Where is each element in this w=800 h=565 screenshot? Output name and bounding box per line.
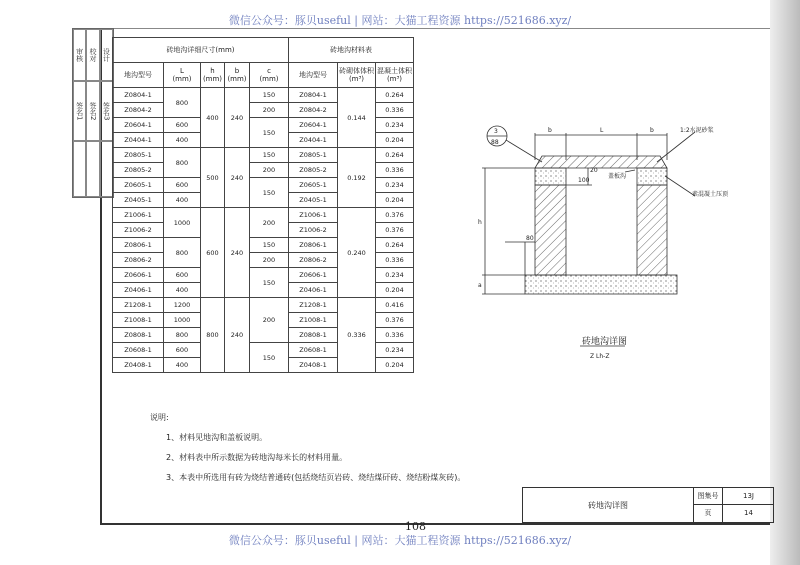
cell-brick: 0.192 <box>338 148 376 208</box>
dim-b-left: b <box>548 127 552 134</box>
cell-type: Z0805-1 <box>113 148 164 163</box>
col-c <box>250 63 289 88</box>
cell-concrete: 0.264 <box>376 238 414 253</box>
cell-c: 150 <box>250 343 289 373</box>
sig-role: 校对 <box>86 29 99 81</box>
cell-brick: 0.240 <box>338 208 376 298</box>
note-item: 2、材料表中所示数据为砖地沟每米长的材料用量。 <box>166 453 348 462</box>
page-number: 108 <box>405 520 426 533</box>
trench-section-drawing <box>420 120 740 380</box>
notes-heading: 说明: <box>150 413 169 422</box>
watermark-bottom: 微信公众号：豚贝useful | 网站：大猫工程资源 https://521686.xyz/ <box>228 534 572 547</box>
ref-top: 3 <box>494 128 498 135</box>
cell-type: Z0804-2 <box>113 103 164 118</box>
cell-L: 1200 <box>164 298 201 313</box>
col-type: 地沟型号 <box>113 63 164 88</box>
cell-type2: Z0605-1 <box>289 178 338 193</box>
cell-type2: Z0608-1 <box>289 343 338 358</box>
sig-name: 签名2 <box>86 81 99 141</box>
cell-type2: Z0406-1 <box>289 283 338 298</box>
col-b-label: b <box>234 67 240 75</box>
cell-type2: Z1006-1 <box>289 208 338 223</box>
cell-type: Z0408-1 <box>113 358 164 373</box>
dim-20: 20 <box>590 167 598 174</box>
cell-type: Z0405-1 <box>113 193 164 208</box>
col-brick: 砖砌体体积(m³) <box>338 63 376 88</box>
cell-type2: Z0604-1 <box>289 118 338 133</box>
cell-c: 200 <box>250 253 289 268</box>
cell-concrete: 0.376 <box>376 223 414 238</box>
sig-blank <box>73 141 86 197</box>
cell-type: Z1008-1 <box>113 313 164 328</box>
group-header-dimensions: 砖地沟详细尺寸(mm) <box>113 38 289 63</box>
sig-blank <box>100 141 113 197</box>
cell-concrete: 0.204 <box>376 133 414 148</box>
page-value: 14 <box>722 505 774 522</box>
cell-concrete: 0.336 <box>376 253 414 268</box>
cell-concrete: 0.204 <box>376 283 414 298</box>
cell-type: Z0806-2 <box>113 253 164 268</box>
ref-bottom: 88 <box>491 139 499 146</box>
page-edge-shadow <box>770 0 800 565</box>
cell-type: Z1208-1 <box>113 298 164 313</box>
cell-concrete: 0.234 <box>376 178 414 193</box>
cell-c: 200 <box>250 298 289 343</box>
dim-a: a <box>478 282 482 289</box>
dim-80: 80 <box>526 235 534 242</box>
col-type2: 地沟型号 <box>289 63 338 88</box>
cell-concrete: 0.336 <box>376 163 414 178</box>
cell-type: Z1006-2 <box>113 223 164 238</box>
page-label: 页 <box>693 505 722 522</box>
cell-type2: Z0808-1 <box>289 328 338 343</box>
col-L <box>164 63 201 88</box>
table-row <box>113 208 414 223</box>
base-slab <box>525 275 677 294</box>
cell-b: 240 <box>225 88 250 148</box>
sig-role: 设计 <box>100 29 113 81</box>
cell-concrete: 0.336 <box>376 103 414 118</box>
cell-concrete: 0.234 <box>376 118 414 133</box>
cell-type2: Z0804-1 <box>289 88 338 103</box>
cell-type2: Z0806-2 <box>289 253 338 268</box>
cell-L: 600 <box>164 268 201 283</box>
right-wall <box>637 185 667 275</box>
cell-type: Z1006-1 <box>113 208 164 223</box>
cell-type: Z0605-1 <box>113 178 164 193</box>
label-cover: 盖板沟 <box>608 173 627 180</box>
sig-name: 签名3 <box>100 81 113 141</box>
cell-concrete: 0.234 <box>376 268 414 283</box>
label-mortar: 1:2水泥砂浆 <box>680 127 714 134</box>
col-h-label: h <box>210 67 215 75</box>
cell-type: Z0608-1 <box>113 343 164 358</box>
cell-type2: Z0806-1 <box>289 238 338 253</box>
cell-type2: Z0404-1 <box>289 133 338 148</box>
cell-type: Z0806-1 <box>113 238 164 253</box>
cell-L: 600 <box>164 343 201 358</box>
cell-h: 600 <box>201 208 225 298</box>
cell-type2: Z1008-1 <box>289 313 338 328</box>
cell-L: 800 <box>164 148 201 178</box>
cell-c: 150 <box>250 88 289 103</box>
dim-100: 100 <box>578 177 590 184</box>
cell-type2: Z0805-2 <box>289 163 338 178</box>
cell-L: 1000 <box>164 208 201 238</box>
cover-slab <box>535 156 667 168</box>
drawing-title: 砖地沟详图 <box>582 337 628 347</box>
cell-type2: Z0408-1 <box>289 358 338 373</box>
dim-h: h <box>478 219 482 226</box>
cell-type2: Z1006-2 <box>289 223 338 238</box>
cell-h: 400 <box>201 88 225 148</box>
sig-name: 签名1 <box>73 81 86 141</box>
table-row <box>113 298 414 313</box>
cell-brick: 0.336 <box>338 298 376 373</box>
note-item: 3、本表中所选用有砖为烧结普通砖(包括烧结页岩砖、烧结煤矸砖、烧结粉煤灰砖)。 <box>166 473 466 482</box>
cell-type2: Z1208-1 <box>289 298 338 313</box>
col-L-label: L <box>180 67 184 75</box>
cell-b: 240 <box>225 148 250 208</box>
cell-concrete: 0.416 <box>376 298 414 313</box>
col-b <box>225 63 250 88</box>
cell-b: 240 <box>225 208 250 298</box>
unit: (mm) <box>259 75 279 83</box>
signature-strip <box>72 28 114 198</box>
cell-c: 150 <box>250 178 289 208</box>
cell-concrete: 0.204 <box>376 358 414 373</box>
cell-L: 800 <box>164 88 201 118</box>
cell-L: 400 <box>164 283 201 298</box>
group-header-materials: 砖地沟材料表 <box>289 38 414 63</box>
col-concrete: 混凝土体积(m³) <box>376 63 414 88</box>
table-row <box>113 88 414 103</box>
cell-L: 800 <box>164 328 201 343</box>
cell-type: Z0606-1 <box>113 268 164 283</box>
cell-type2: Z0606-1 <box>289 268 338 283</box>
cell-concrete: 0.264 <box>376 88 414 103</box>
cell-type: Z0804-1 <box>113 88 164 103</box>
cell-type2: Z0805-1 <box>289 148 338 163</box>
cell-c: 150 <box>250 268 289 298</box>
cell-L: 800 <box>164 238 201 268</box>
title-block <box>522 487 774 523</box>
cell-concrete: 0.336 <box>376 328 414 343</box>
cell-h: 500 <box>201 148 225 208</box>
cell-L: 600 <box>164 118 201 133</box>
cell-concrete: 0.204 <box>376 193 414 208</box>
col-h <box>201 63 225 88</box>
left-wall <box>535 185 566 275</box>
cell-concrete: 0.264 <box>376 148 414 163</box>
cell-type: Z0404-1 <box>113 133 164 148</box>
dim-b-right: b <box>650 127 654 134</box>
unit: (mm) <box>227 75 247 83</box>
cell-L: 1000 <box>164 313 201 328</box>
title-block-title: 砖地沟详图 <box>588 500 628 510</box>
note-item: 1、材料见地沟和盖板说明。 <box>166 433 268 442</box>
cell-concrete: 0.234 <box>376 343 414 358</box>
cell-c: 200 <box>250 103 289 118</box>
cell-type: Z0406-1 <box>113 283 164 298</box>
cell-type2: Z0804-2 <box>289 103 338 118</box>
label-concrete-cap: 素混凝土压顶 <box>692 191 729 198</box>
watermark-top: 微信公众号：豚贝useful | 网站：大猫工程资源 https://521686.xyz/ <box>228 14 572 27</box>
cell-type: Z0808-1 <box>113 328 164 343</box>
drawing-subtitle: Z Lh-Z <box>590 353 610 360</box>
cell-L: 400 <box>164 133 201 148</box>
cell-type: Z0604-1 <box>113 118 164 133</box>
cell-b: 240 <box>225 298 250 373</box>
cell-type: Z0805-2 <box>113 163 164 178</box>
cell-brick: 0.144 <box>338 88 376 148</box>
notes <box>150 408 465 488</box>
cell-L: 600 <box>164 178 201 193</box>
cell-concrete: 0.376 <box>376 313 414 328</box>
cell-c: 200 <box>250 163 289 178</box>
cell-c: 200 <box>250 208 289 238</box>
col-c-label: c <box>267 67 271 75</box>
cell-type2: Z0405-1 <box>289 193 338 208</box>
cell-L: 400 <box>164 358 201 373</box>
sig-role: 审核 <box>73 29 86 81</box>
cell-c: 150 <box>250 148 289 163</box>
cell-L: 400 <box>164 193 201 208</box>
atlas-label: 图集号 <box>693 488 722 505</box>
trench-table <box>112 37 414 373</box>
cell-c: 150 <box>250 238 289 253</box>
atlas-value: 13J <box>722 488 774 505</box>
table-row <box>113 148 414 163</box>
cell-h: 800 <box>201 298 225 373</box>
cell-concrete: 0.376 <box>376 208 414 223</box>
unit: (mm) <box>172 75 192 83</box>
cell-c: 150 <box>250 118 289 148</box>
dim-L: L <box>600 127 604 134</box>
unit: (mm) <box>202 75 223 83</box>
sig-blank <box>86 141 99 197</box>
